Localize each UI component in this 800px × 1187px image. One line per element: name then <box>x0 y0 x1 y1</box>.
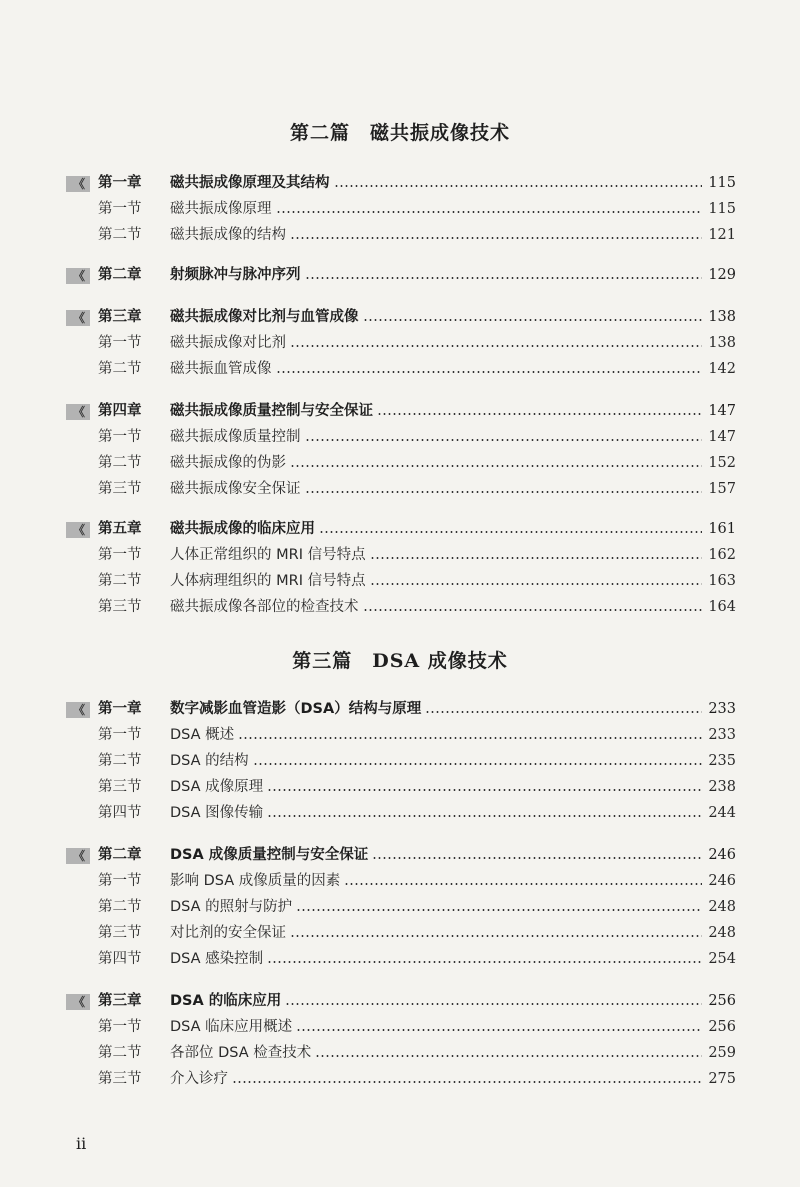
chapter-page: 233 <box>708 701 736 717</box>
leader-dots <box>344 883 702 885</box>
leader-dots <box>253 763 703 765</box>
chapter-label: 第四章 <box>98 403 142 419</box>
section-title: 各部位 DSA 检查技术 <box>170 1045 312 1061</box>
section-title: 磁共振成像对比剂 <box>170 335 286 351</box>
leader-dots <box>267 815 702 817</box>
section-page: 115 <box>708 201 736 217</box>
section-page: 244 <box>708 805 736 821</box>
section-label: 第三节 <box>98 1071 142 1087</box>
part-title: 第三篇 DSA 成像技术 <box>292 650 508 672</box>
leader-dots <box>296 1029 702 1031</box>
section-page: 164 <box>708 599 736 615</box>
toc-section-row <box>66 1066 736 1088</box>
chapter-page: 161 <box>708 521 736 537</box>
leader-dots <box>315 1055 702 1057</box>
section-title: 磁共振成像质量控制 <box>170 429 301 445</box>
leader-dots <box>238 737 702 739</box>
section-label: 第二节 <box>98 573 142 589</box>
toc-section-row <box>66 868 736 890</box>
section-title: 磁共振成像原理 <box>170 201 272 217</box>
chapter-marker-icon: 《 <box>66 994 90 1010</box>
toc-section-row <box>66 450 736 472</box>
chapter-label: 第一章 <box>98 175 142 191</box>
toc-chapter-row <box>66 696 736 718</box>
toc-section-row <box>66 946 736 968</box>
section-label: 第三节 <box>98 599 142 615</box>
leader-dots <box>276 371 703 373</box>
toc-section-row <box>66 196 736 218</box>
chapter-title: 磁共振成像的临床应用 <box>170 521 315 537</box>
toc-section-row <box>66 594 736 616</box>
chapter-title: 射频脉冲与脉冲序列 <box>170 267 301 283</box>
section-label: 第一节 <box>98 873 142 889</box>
section-page: 162 <box>708 547 736 563</box>
section-label: 第二节 <box>98 1045 142 1061</box>
section-title: 影响 DSA 成像质量的因素 <box>170 873 341 889</box>
section-label: 第三节 <box>98 925 142 941</box>
section-label: 第二节 <box>98 899 142 915</box>
leader-dots <box>267 789 702 791</box>
section-title: 磁共振成像的结构 <box>170 227 286 243</box>
section-page: 259 <box>708 1045 736 1061</box>
section-title: 磁共振成像安全保证 <box>170 481 301 497</box>
toc-section-row <box>66 774 736 796</box>
section-page: 246 <box>708 873 736 889</box>
chapter-title: DSA 的临床应用 <box>170 993 282 1009</box>
chapter-title: 磁共振成像对比剂与血管成像 <box>170 309 359 325</box>
leader-dots <box>290 935 702 937</box>
section-page: 248 <box>708 899 736 915</box>
section-label: 第一节 <box>98 1019 142 1035</box>
leader-dots <box>370 557 703 559</box>
leader-dots <box>267 961 702 963</box>
section-label: 第二节 <box>98 455 142 471</box>
section-title: 对比剂的安全保证 <box>170 925 286 941</box>
chapter-page: 246 <box>708 847 736 863</box>
leader-dots <box>305 439 703 441</box>
toc-section-row <box>66 800 736 822</box>
chapter-marker-icon: 《 <box>66 176 90 192</box>
section-label: 第一节 <box>98 727 142 743</box>
section-page: 147 <box>708 429 736 445</box>
toc-section-row <box>66 476 736 498</box>
toc-chapter-row <box>66 398 736 420</box>
chapter-page: 138 <box>708 309 736 325</box>
leader-dots <box>290 237 702 239</box>
section-title: DSA 图像传输 <box>170 805 264 821</box>
leader-dots <box>296 909 702 911</box>
section-page: 121 <box>708 227 736 243</box>
section-title: DSA 成像原理 <box>170 779 264 795</box>
section-title: 磁共振血管成像 <box>170 361 272 377</box>
section-page: 256 <box>708 1019 736 1035</box>
section-page: 233 <box>708 727 736 743</box>
toc-chapter-row <box>66 988 736 1010</box>
section-page: 248 <box>708 925 736 941</box>
section-page: 138 <box>708 335 736 351</box>
toc-section-row <box>66 568 736 590</box>
section-title: 磁共振成像的伪影 <box>170 455 286 471</box>
section-label: 第二节 <box>98 227 142 243</box>
leader-dots <box>377 413 702 415</box>
section-title: 介入诊疗 <box>170 1071 228 1087</box>
leader-dots <box>334 185 703 187</box>
chapter-marker-icon: 《 <box>66 702 90 718</box>
chapter-title: 数字减影血管造影（DSA）结构与原理 <box>170 701 422 717</box>
leader-dots <box>319 531 702 533</box>
toc-section-row <box>66 894 736 916</box>
chapter-marker-icon: 《 <box>66 310 90 326</box>
chapter-title: DSA 成像质量控制与安全保证 <box>170 847 369 863</box>
section-page: 275 <box>708 1071 736 1087</box>
chapter-label: 第三章 <box>98 993 142 1009</box>
leader-dots <box>363 319 703 321</box>
section-title: 人体正常组织的 MRI 信号特点 <box>170 547 366 563</box>
section-page: 254 <box>708 951 736 967</box>
leader-dots <box>305 491 703 493</box>
leader-dots <box>285 1003 702 1005</box>
section-label: 第二节 <box>98 361 142 377</box>
leader-dots <box>276 211 703 213</box>
section-page: 152 <box>708 455 736 471</box>
page-number: ii <box>76 1134 87 1153</box>
section-page: 238 <box>708 779 736 795</box>
section-label: 第三节 <box>98 481 142 497</box>
chapter-label: 第五章 <box>98 521 142 537</box>
section-label: 第四节 <box>98 951 142 967</box>
leader-dots <box>370 583 703 585</box>
chapter-marker-icon: 《 <box>66 848 90 864</box>
toc-section-row <box>66 920 736 942</box>
toc-section-row <box>66 1040 736 1062</box>
section-title: DSA 的结构 <box>170 753 249 769</box>
leader-dots <box>372 857 702 859</box>
toc-section-row <box>66 424 736 446</box>
leader-dots <box>305 277 703 279</box>
toc-chapter-row <box>66 842 736 864</box>
leader-dots <box>290 465 702 467</box>
toc-chapter-row <box>66 516 736 538</box>
toc-section-row <box>66 222 736 244</box>
toc-chapter-row <box>66 262 736 284</box>
section-title: DSA 临床应用概述 <box>170 1019 293 1035</box>
chapter-page: 147 <box>708 403 736 419</box>
section-title: DSA 感染控制 <box>170 951 264 967</box>
section-title: DSA 概述 <box>170 727 235 743</box>
section-page: 163 <box>708 573 736 589</box>
chapter-label: 第一章 <box>98 701 142 717</box>
section-title: DSA 的照射与防护 <box>170 899 293 915</box>
chapter-label: 第二章 <box>98 267 142 283</box>
chapter-title: 磁共振成像原理及其结构 <box>170 175 330 191</box>
section-label: 第一节 <box>98 201 142 217</box>
chapter-marker-icon: 《 <box>66 268 90 284</box>
chapter-label: 第三章 <box>98 309 142 325</box>
chapter-marker-icon: 《 <box>66 522 90 538</box>
section-label: 第三节 <box>98 779 142 795</box>
chapter-page: 256 <box>708 993 736 1009</box>
section-label: 第四节 <box>98 805 142 821</box>
section-label: 第二节 <box>98 753 142 769</box>
toc-chapter-row <box>66 170 736 192</box>
toc-section-row <box>66 330 736 352</box>
section-page: 235 <box>708 753 736 769</box>
section-label: 第一节 <box>98 429 142 445</box>
part-title: 第二篇 磁共振成像技术 <box>289 122 510 144</box>
leader-dots <box>290 345 702 347</box>
section-title: 磁共振成像各部位的检查技术 <box>170 599 359 615</box>
toc-section-row <box>66 356 736 378</box>
toc-section-row <box>66 542 736 564</box>
leader-dots <box>425 711 702 713</box>
toc-chapter-row <box>66 304 736 326</box>
toc-section-row <box>66 722 736 744</box>
leader-dots <box>232 1081 702 1083</box>
section-page: 157 <box>708 481 736 497</box>
toc-section-row <box>66 748 736 770</box>
chapter-title: 磁共振成像质量控制与安全保证 <box>170 403 373 419</box>
section-title: 人体病理组织的 MRI 信号特点 <box>170 573 366 589</box>
toc-section-row <box>66 1014 736 1036</box>
section-page: 142 <box>708 361 736 377</box>
section-label: 第一节 <box>98 335 142 351</box>
chapter-page: 129 <box>708 267 736 283</box>
chapter-marker-icon: 《 <box>66 404 90 420</box>
chapter-page: 115 <box>708 175 736 191</box>
leader-dots <box>363 609 703 611</box>
chapter-label: 第二章 <box>98 847 142 863</box>
section-label: 第一节 <box>98 547 142 563</box>
